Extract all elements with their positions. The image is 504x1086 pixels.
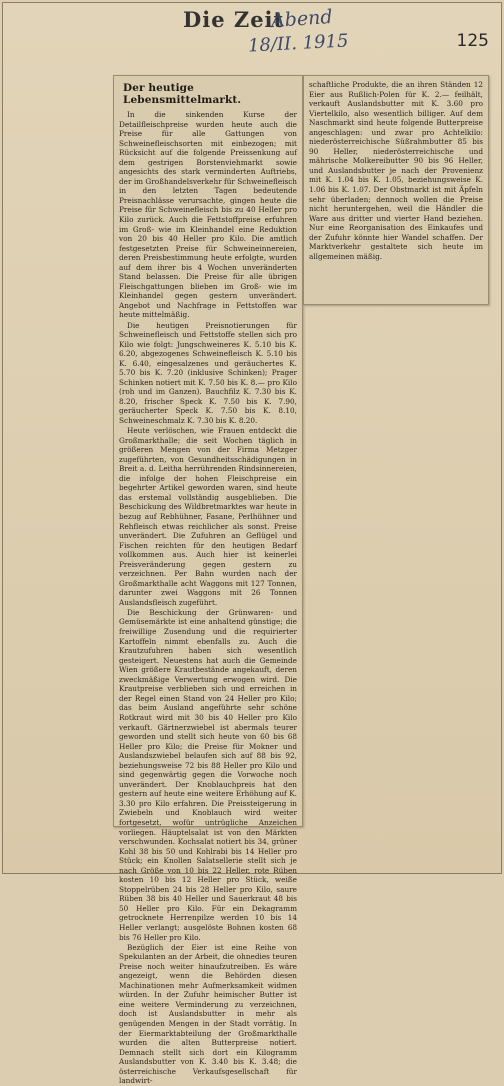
- article-paragraph: Die heutigen Preisnotierungen für Schweinefleisch und Fettstoffe stellen sich pro Kilo wie folgt: Jungschweineres K. 5.10 bis K. 6.20, abgezogenes Schweinefleisch K. 5.10 bis K. 6.40, eingesalzenes und geräuchertes K. 5.70 bis K. 7.20 (inklusive Schinken); Prager Schinken notiert mit K. 7.50 bis K. 8.— pro Kilo (roh und im Ganzen). Bauchfilz K. 7.30 bis K. 8.20, frischer Speck K. 7.50 bis K. 7.90, geräucherter Speck K. 7.50 bis K. 8.10, Schweineschmalz K. 7.30 bis K. 8.20.: [119, 320, 297, 425]
- article-paragraph: Die Beschickung der Grünwaren- und Gemüsemärkte ist eine anhaltend günstige; die freiwillige Zusendung und die requirierter Kartoffeln nimmt ebenfalls zu. Auch die Krautzufuhren haben sich wesentlich gesteigert. Neuestens hat auch die Gemeinde Wien größere Krautbestände angekauft, deren zweckmäßige Verwertung erwogen wird. Die Krautpreise verblieben sich und erreichen in der Regel einen Stand von 24 Heller pro Kilo; das beim Ausland angeführte sehr schöne Rotkraut wird mit 30 bis 40 Heller pro Kilo verkauft. Gärtnerzwiebel ist abermals teurer geworden und stellt sich heute von 60 bis 68 Heller pro Kilo; die Preise für Mokner und Auslandszwiebel belaufen sich auf 88 bis 92, beziehungsweise 72 bis 88 Heller pro Kilo und sind gegenwärtig gegen die Vorwoche noch unverändert. Der Knoblauchpreis hat den gestern auf heute eine weitere Erhöhung auf K. 3.30 pro Kilo erfahren. Die Preissteigerung in Zwiebeln und Knoblauch wird weiter fortgesetzt, wofür untrügliche Anzeichen vorliegen. Häuptelsalat ist von den Märkten verschwunden. Kochsalat notiert bis 34, grüner Kohl 38 bis 50 und Kohlrabi bis 14 Heller pro Stück; ein Knollen Salatsellerie stellt sich je nach Größe von 10 bis 22 Heller, rote Rüben kosten 10 bis 12 Heller pro Stück, weiße Stoppelrüben 24 bis 28 Heller pro Kilo, saure Rüben 38 bis 40 Heller und Sauerkraut 48 bis 50 Heller pro Kilo. Für ein Dekagramm getrocknete Herrenpilze werden 10 bis 14 Heller verlangt; ausgelöste Bohnen kosten 68 bis 76 Heller pro Kilo.: [119, 607, 297, 942]
- article-column: [114, 76, 302, 1086]
- handwritten-date: 18/II. 1915: [247, 30, 349, 57]
- continuation-column: [304, 76, 488, 261]
- article-paragraph: Heute verlöschen, wie Frauen entdeckt die Großmarkthalle; die seit Wochen täglich in größeren Mengen von der Firma Metzger zugeführten, von Gesundheitsschädigungen in Breit a. d. Leitha herrührenden Rindsinnereien, die infolge der hohen Fleischpreise ein begehrter Artikel geworden waren, sind heute das erstemal vollständig ausgeblieben. Die Beschickung des Wildbretmarktes war heute in bezug auf Rebhühner, Fasane, Perlhühner und Rehfleisch etwas reichlicher als sonst. Preise unverändert. Die Zufuhren an Geflügel und Fischen reichten für den heutigen Bedarf vollkommen aus. Auch hier ist keinerlei Preisveränderung gegen gestern zu verzeichnen. Per Bahn wurden nach der Großmarkthalle acht Waggons mit 127 Tonnen, darunter zwei Waggons mit 26 Tonnen Auslandsfleisch zugeführt.: [119, 426, 297, 607]
- continuation-paragraph: schaftliche Produkte, die an ihren Ständen 12 Eier aus Rußlich-Polen für K. 2.— feilhält, verkauft Auslandsbutter mit K. 3.60 pro Viertelkilo, also wesentlich billiger. Auf dem Naschmarkt sind heute folgende Butterpreise angeschlagen: und zwar pro Achtelkilo: niederösterreichische Süßrahmbutter 85 bis 90 Heller, niederösterreichische und mährische Molkereibutter 90 bis 96 Heller, und Auslandsbutter je nach der Provenienz mit K. 1.04 bis K. 1.05, beziehungsweise K. 1.06 bis K. 1.07. Der Obstmarkt ist mit Äpfeln sehr überladen; dennoch wollen die Preise nicht heruntergehen, weil die Händler die Ware aus dritter und vierter Hand beziehen. Nur eine Reorganisation des Einkaufes und der Zufuhr könnte hier Wandel schaffen. Der Marktverkehr gestaltete sich heute im allgemeinen mäßig.: [309, 80, 483, 261]
- article-title: Der heutige Lebensmittelmarkt.: [123, 82, 242, 106]
- article-paragraph: Bezüglich der Eier ist eine Reihe von Spekulanten an der Arbeit, die ohnedies teuren Preise noch weiter hinaufzutreiben. Es wäre angezeigt, wenn die Behörden diesen Machinationen mehr Aufmerksamkeit widmen würden. In der Zufuhr heimischer Butter ist eine weitere Verminderung zu verzeichnen, doch ist Auslandsbutter in mehr als genügenden Mengen in der Stadt vorrätig. In der Eiermarktabteilung der Großmarkthalle wurden die alten Butterpreise notiert. Demnach stellt sich dort ein Kilogramm Auslandsbutter von K. 3.40 bis K. 3.48; die österreichische Verkaufsgesellschaft für landwirt-: [119, 942, 297, 1086]
- article-paragraph: In die sinkenden Kurse der Detailfleischpreise wurden heute auch die Preise für alle Gattungen von Schweinefleischsorten mit einbezogen; mit Rücksicht auf die folgende Preissenkung auf dem gestrigen Borstenviehmarkt sowie angesichts des stark verminderten Auftriebs, der im Großhandelsverkehr für Schweinefleisch in den letzten Tagen bedeutende Preisnachlässe verursachte, gingen heute die Preise für Schweinefleisch bis zu 40 Heller pro Kilo zurück. Auch die Fettstoffpreise erfuhren im Groß- wie im Kleinhandel eine Reduktion von 20 bis 40 Heller pro Kilo. Die amtlich festgesetzten Preise für Schweineinnereien, deren Preisbestimmung heute erfolgte, wurden auf dem ihrer bis 4 Wochen unveränderten Stand belassen. Die Preise für alle übrigen Fleischgattungen blieben im Groß- wie im Kleinhandel gegen gestern unverändert. Angebot und Nachfrage in Fettstoffen war heute mittelmäßig.: [119, 110, 297, 320]
- newspaper-name: Die Zeit: [183, 7, 285, 32]
- article-clipping: [113, 75, 303, 1086]
- page-number: 125: [456, 31, 489, 51]
- continuation-clipping: [303, 75, 489, 305]
- archive-sheet: [2, 2, 502, 1086]
- handwritten-edition: Abend: [270, 5, 334, 33]
